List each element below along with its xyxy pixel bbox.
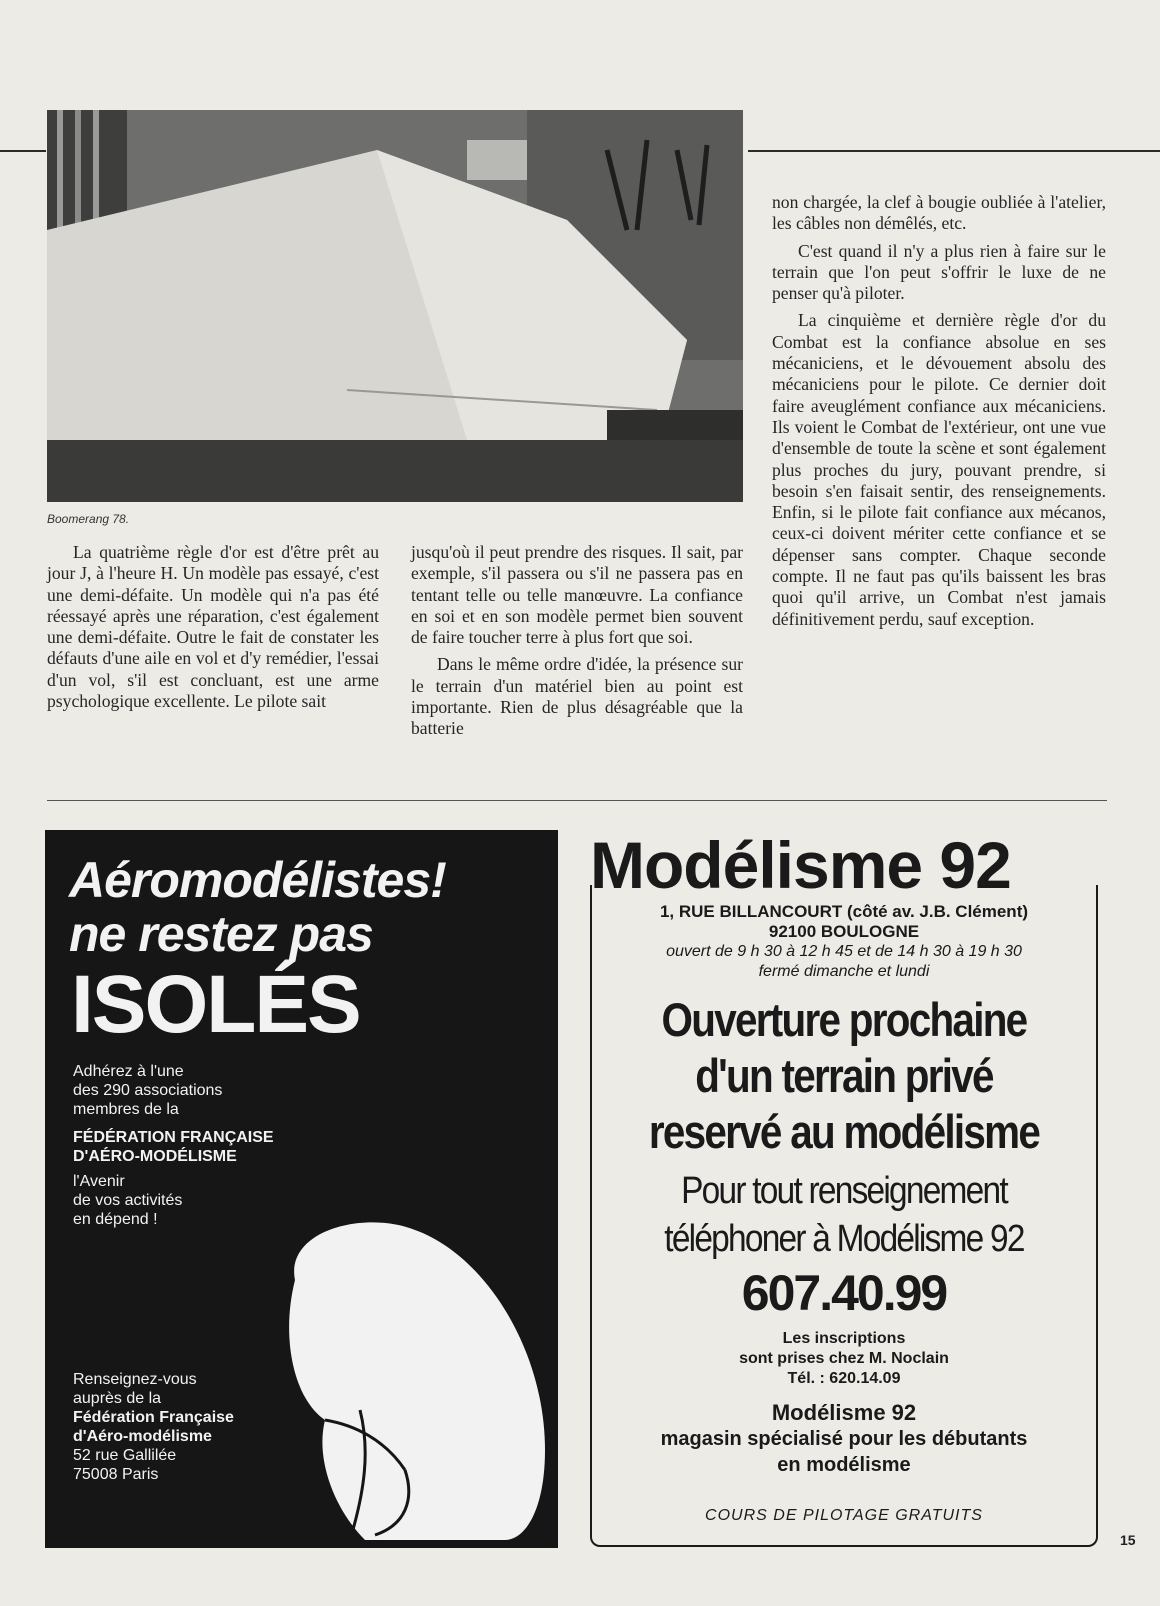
- page-number: 15: [1120, 1532, 1136, 1548]
- ad-headline-2: d'un terrain privé: [695, 1049, 993, 1102]
- ad-brand: Modélisme 92: [590, 828, 1011, 902]
- ad-registration-2: sont prises chez M. Noclain: [739, 1350, 949, 1367]
- ad-shop-3: en modélisme: [777, 1454, 911, 1476]
- ad-headline-2: ne restez pas: [69, 906, 373, 962]
- ad-address-2: 92100 BOULOGNE: [768, 922, 920, 941]
- ad-hours-2: fermé dimanche et lundi: [758, 963, 930, 980]
- boomerang-photo: [47, 110, 743, 502]
- ad-registration-3: Tél. : 620.14.09: [787, 1370, 901, 1387]
- crouching-figure-illustration: [255, 1210, 555, 1540]
- ad-info-1: Pour tout renseignement: [681, 1170, 1007, 1212]
- ad-shop-1: Modélisme 92: [771, 1400, 917, 1425]
- ad-headline-3: reservé au modélisme: [648, 1105, 1040, 1158]
- ad-info-2: téléphoner à Modélisme 92: [664, 1218, 1024, 1260]
- paragraph: C'est quand il n'y a plus rien à faire sur le terrain que l'on peut s'offrir le luxe de ne penser qu'à piloter.: [772, 240, 1106, 304]
- article-column-1: [47, 542, 379, 718]
- top-rule-right: [748, 150, 1160, 152]
- top-rule-left: [0, 150, 46, 152]
- section-divider: [47, 800, 1107, 801]
- paragraph: La quatrième règle d'or est d'être prêt au jour J, à l'heure H. Un modèle pas essayé, c'est une demi-défaite. Un modèle qui n'a pas été réessayé après une réparation, c'est également une demi-défaite. Outre le fait de constater les défauts d'une aile en vol et d'y remédier, l'essai d'un vol, s'il est concluant, est une arme psychologique excellente. Le pilote sait: [47, 542, 379, 712]
- ad-registration-1: Les inscriptions: [782, 1330, 906, 1347]
- article-column-2: [411, 542, 743, 746]
- ad-shop-2: magasin spécialisé pour les débutants: [660, 1428, 1028, 1450]
- ad-intro: Adhérez à l'une des 290 associations membres de la: [73, 1063, 223, 1118]
- paragraph: La cinquième et dernière règle d'or du Combat est la confiance absolue en ses mécaniciens, et le dévouement absolu des mécaniciens pour le pilote. Ce dernier doit faire aveuglément confiance aux mécaniciens. Ils voient le Combat de l'extérieur, ont une vue d'ensemble de toute la scène et sont également plus proches du jury, pouvant prendre, si besoin s'en faisait sentir, des renseignements. Enfin, si le pilote fait confiance aux mécanos, ceux-ci doivent mériter cette confiance et se dépenser sans compter. Chaque seconde compte. Il ne faut pas qu'ils baissent les bras quoi qu'il arrive, un Combat n'est jamais définitivement perdu, sauf exception.: [772, 310, 1106, 629]
- article-column-3: [772, 192, 1106, 636]
- federation-advertisement: [45, 830, 558, 1548]
- paragraph: jusqu'où il peut prendre des risques. Il sait, par exemple, s'il passera ou s'il ne passera pas en tentant telle ou telle manœuvre. La confiance en soi et en son modèle permet bien souvent de faire toucher terre à plus fort que soi.: [411, 542, 743, 648]
- paragraph: Dans le même ordre d'idée, la présence sur le terrain d'un matériel bien au point est importante. Rien de plus désagréable que la batterie: [411, 654, 743, 739]
- ad-hours-1: ouvert de 9 h 30 à 12 h 45 et de 14 h 30 à 19 h 30: [666, 943, 1022, 960]
- ad-footer: COURS DE PILOTAGE GRATUITS: [705, 1507, 983, 1524]
- ad-address: 52 rue Gallilée 75008 Paris: [73, 1447, 177, 1483]
- ad-address-1: 1, RUE BILLANCOURT (côté av. J.B. Clément): [659, 902, 1029, 921]
- modelisme92-advertisement: [590, 830, 1098, 1549]
- ad-future: l'Avenir de vos activités en dépend !: [73, 1173, 183, 1228]
- photo-caption: Boomerang 78.: [47, 512, 130, 526]
- ad-headline-1: Aéromodélistes!: [69, 852, 446, 908]
- ad-info-org: Fédération Française d'Aéro-modélisme: [73, 1409, 234, 1445]
- ad-info-intro: Renseignez-vous auprès de la: [73, 1371, 197, 1407]
- ad-phone: 607.40.99: [741, 1265, 947, 1321]
- ad-federation-name: FÉDÉRATION FRANÇAISE D'AÉRO-MODÉLISME: [73, 1129, 274, 1165]
- ad-headline-3: ISOLÉS: [71, 959, 360, 1050]
- paragraph: non chargée, la clef à bougie oubliée à l'atelier, les câbles non démêlés, etc.: [772, 192, 1106, 234]
- ad-headline-1: Ouverture prochaine: [661, 993, 1027, 1046]
